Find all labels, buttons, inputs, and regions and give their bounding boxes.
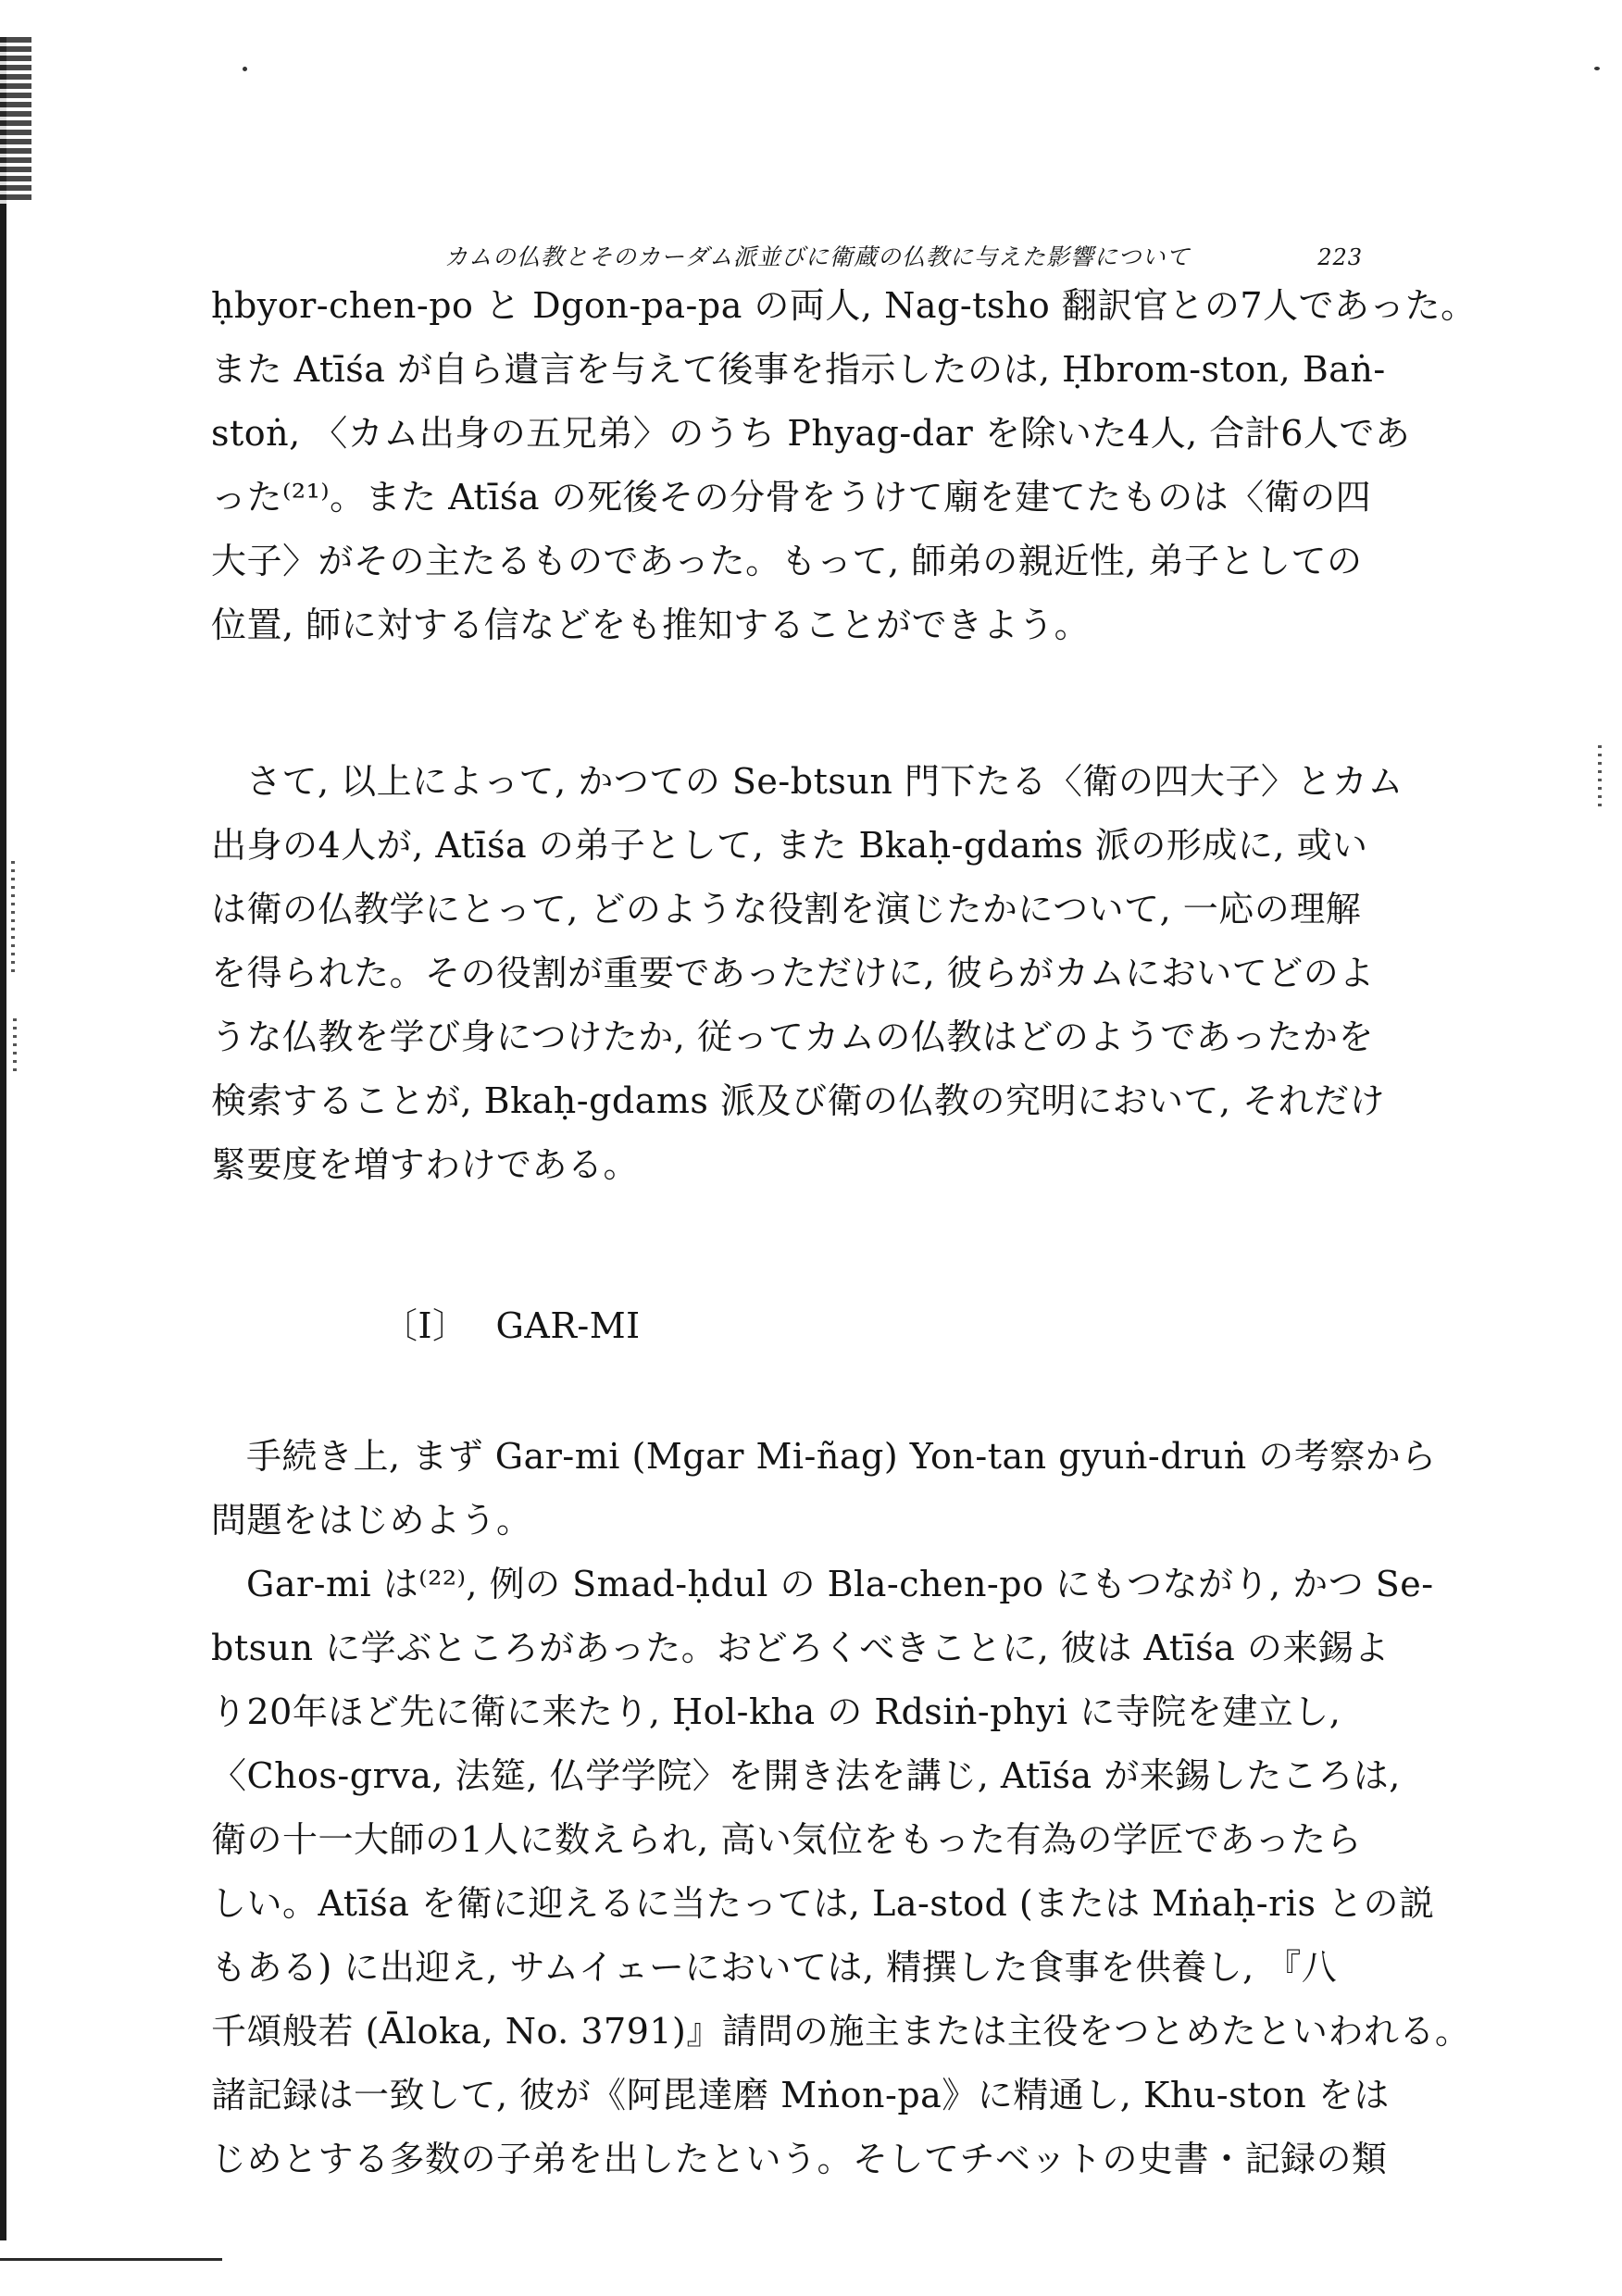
text-line: 問題をはじめよう。 <box>211 1500 532 1541</box>
page-number: 223 <box>1317 244 1363 270</box>
paragraph <box>211 1425 1437 1553</box>
running-head <box>444 239 1363 272</box>
text-line: 検索することが, Bkaḥ-gdams 派及び衛の仏教の究明において, それだけ <box>211 1080 1386 1121</box>
section-title: GAR-MI <box>495 1305 641 1346</box>
bottom-edge-shadow <box>0 2258 222 2261</box>
text-line: を得られた。その役割が重要であっただけに, 彼らがカムにおいてどのよ <box>211 953 1375 993</box>
scan-artifact <box>13 1018 17 1074</box>
paragraph-gap <box>211 657 1382 750</box>
text-line: btsun に学ぶところがあった。おどろくべきことに, 彼は Atīśa の来錫よ <box>211 1628 1390 1668</box>
text-line: 諸記録は一致して, 彼が《阿毘達磨 Mṅon-pa》に精通し, Khu-ston をは <box>211 2075 1390 2115</box>
binding-stain <box>0 37 31 204</box>
section-number: 〔I〕 <box>382 1305 468 1346</box>
section-gap <box>211 1197 1382 1294</box>
text-line: 位置, 師に対する信などをも推知することができよう。 <box>211 605 1091 645</box>
text-line: うな仏教を学び身につけたか, 従ってカムの仏教はどのようであったかを <box>211 1017 1375 1057</box>
text-line: 千頌般若 (Āloka, No. 3791)』請問の施主または主役をつとめたといわれる。 <box>211 2011 1471 2052</box>
ink-speck <box>243 67 247 71</box>
text-line: 衛の十一大師の1人に数えられ, 高い気位をもった有為の学匠であったら <box>211 1819 1362 1860</box>
section-heading <box>211 1294 1382 1358</box>
text-line: じめとする多数の子弟を出したという。そしてチベットの史書・記録の類 <box>211 2139 1388 2179</box>
text-line: 緊要度を増すわけである。 <box>211 1144 640 1185</box>
text-line: は衛の仏教学にとって, どのような役割を演じたかについて, 一応の理解 <box>211 889 1362 930</box>
text-line: 〈Chos-grva, 法筵, 仏学学院〉を開き法を講じ, Atīśa が来錫したころは, <box>211 1755 1401 1796</box>
text-line: 大子〉がその主たるものであった。もって, 師弟の親近性, 弟子としての <box>211 541 1363 581</box>
text-line: しい。Atīśa を衛に迎えるに当たっては, La-stod (または Mṅaḥ-ris との説 <box>211 1883 1435 1924</box>
scan-artifact <box>1598 745 1602 812</box>
text-line: り20年ほど先に衛に来たり, Ḥol-kha の Rdsiṅ-phyi に寺院を建立し, <box>211 1691 1341 1732</box>
paragraph-continued <box>211 274 1477 657</box>
text-line: stoṅ, 〈カム出身の五兄弟〉のうち Phyag-dar を除いた4人, 合計6人であ <box>211 413 1411 454</box>
running-head-title: カムの仏教とそのカーダム派並びに衛蔵の仏教に与えた影響について <box>444 243 1191 270</box>
scan-artifact <box>11 861 15 972</box>
text-line: また Atīśa が自ら遺言を与えて後事を指示したのは, Ḥbrom-ston, Baṅ- <box>211 349 1386 390</box>
section-gap <box>211 1358 1382 1425</box>
ink-speck <box>1594 67 1600 70</box>
paragraph <box>211 750 1404 1197</box>
binding-edge <box>0 37 6 2240</box>
text-line: 出身の4人が, Atīśa の弟子として, また Bkaḥ-gdaṁs 派の形成に, 或い <box>211 825 1368 866</box>
text-line: った⁽²¹⁾。また Atīśa の死後その分骨をうけて廟を建てたものは〈衛の四 <box>211 477 1372 518</box>
paragraph <box>211 1553 1471 2191</box>
text-line: もある) に出迎え, サムイェーにおいては, 精撰した食事を供養し, 『八 <box>211 1947 1338 1988</box>
page-body <box>211 274 1477 2191</box>
text-line: ḥbyor-chen-po と Dgon-pa-pa の両人, Nag-tsho 翻訳官との7人であった。 <box>211 285 1477 326</box>
text-line: さて, 以上によって, かつての Se-btsun 門下たる〈衛の四大子〉とカム <box>246 761 1404 802</box>
text-line: 手続き上, まず Gar-mi (Mgar Mi-ñag) Yon-tan gyuṅ-druṅ の考察から <box>246 1436 1437 1477</box>
text-line: Gar-mi は⁽²²⁾, 例の Smad-ḥdul の Bla-chen-po にもつながり, かつ Se- <box>246 1564 1434 1604</box>
